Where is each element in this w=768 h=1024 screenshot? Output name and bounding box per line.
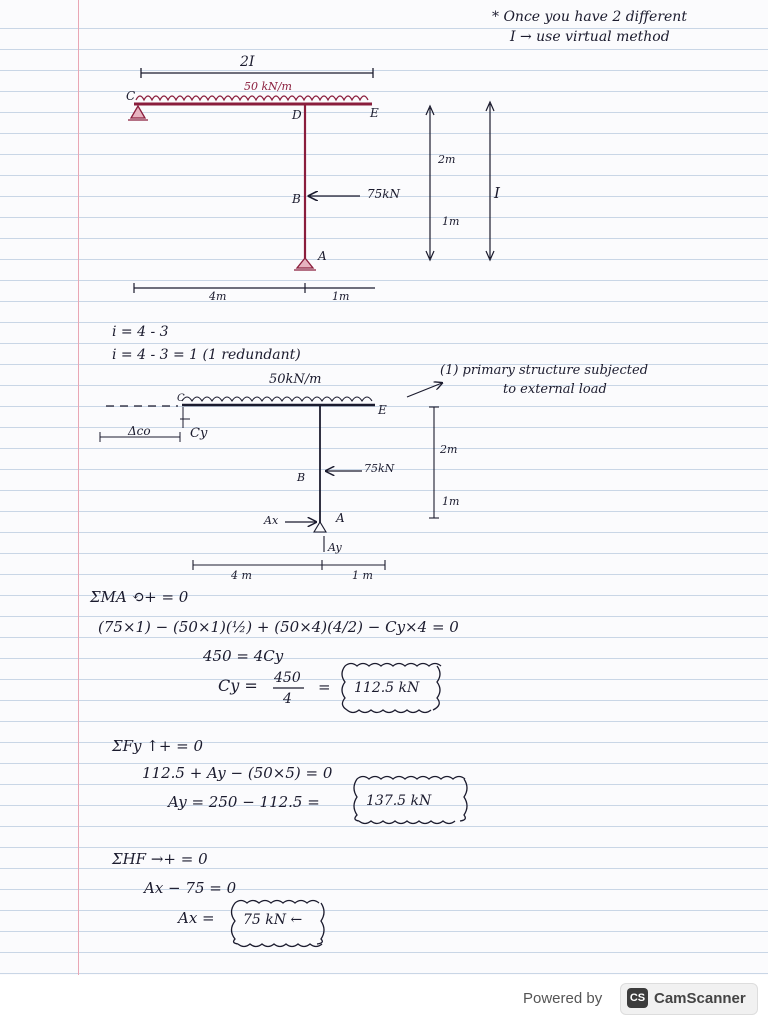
frame1-vertical-dims (426, 102, 494, 260)
note-line-1: * Once you have 2 different (492, 9, 687, 25)
frame2-force-label: 75kN (364, 462, 395, 475)
moment-equation: (75×1) − (50×1)(½) + (50×4)(4/2) − Cy×4 = 0 (98, 618, 459, 636)
vertical-equation-title: ΣFy ↑+ = 0 (112, 737, 204, 755)
frame1-node-c: C (126, 89, 136, 103)
note-line-2: I → use virtual method (510, 29, 670, 45)
ay-lhs: Ay = 250 − 112.5 = (168, 793, 320, 811)
frame2-annotation-line-1: (1) primary structure subjected (440, 363, 649, 378)
frame1-node-b: B (292, 192, 301, 206)
frame2-annotation-line-2: to external load (503, 382, 607, 397)
ay-result: 137.5 kN (366, 793, 432, 809)
vertical-equation: 112.5 + Ay − (50×5) = 0 (142, 764, 333, 782)
frame1-node-d: D (292, 108, 302, 122)
frame1-pin-support-a (294, 258, 316, 270)
frame2-pin-support-a (314, 522, 326, 552)
cy-fraction-numerator: 450 (274, 670, 301, 686)
frame1-dim-4m: 4m (209, 290, 227, 303)
indeterminacy-line-2: i = 4 - 3 = 1 (1 redundant) (112, 347, 301, 363)
frame2-distributed-load-coils (182, 397, 372, 401)
moment-equation-simplified: 450 = 4Cy (203, 647, 284, 665)
frame1-dim-1m-horizontal: 1m (332, 290, 350, 303)
cy-lhs: Cy = (218, 676, 258, 695)
frame2-dim-1m: 1m (442, 495, 460, 508)
frame1-dim-1m: 1m (442, 215, 460, 228)
frame2-vertical-dims (429, 407, 439, 518)
frame1-distributed-load-coils (136, 96, 368, 100)
frame1-dim-2m: 2m (438, 153, 456, 166)
frame1-pin-support-c (128, 106, 148, 120)
frame1-load-label: 50 kN/m (244, 80, 292, 93)
annotation-pointer-arrow (407, 383, 442, 397)
frame1-node-e: E (370, 106, 379, 120)
frame1-force-label: 75kN (367, 187, 401, 201)
cy-equals: = (318, 678, 331, 696)
frame2-load-label: 50kN/m (269, 372, 322, 387)
frame1-inertia-right: I (494, 184, 500, 202)
frame1-top-dimension (141, 68, 373, 78)
frame2-dim-2m: 2m (440, 443, 458, 456)
frame2-ax-label: Ax (264, 514, 279, 527)
horizontal-equation-title: ΣHF →+ = 0 (112, 850, 208, 868)
frame2-dim-1m-horizontal: 1 m (352, 569, 373, 582)
camscanner-brand: CamScanner (654, 990, 746, 1007)
ax-lhs: Ax = (178, 909, 215, 927)
horizontal-equation: Ax − 75 = 0 (144, 879, 237, 897)
cy-result: 112.5 kN (354, 680, 420, 696)
frame2-delta-label: Δco (128, 424, 151, 438)
frame2-node-b: B (297, 471, 306, 484)
powered-by-text: Powered by (523, 990, 603, 1007)
frame2-node-e: E (378, 403, 387, 417)
frame1-inertia-top: 2I (240, 54, 255, 70)
frame2-node-a: A (336, 511, 345, 525)
frame2-dim-4m: 4 m (231, 569, 252, 582)
frame2-ay-label: Ay (328, 541, 342, 554)
cy-fraction-denominator: 4 (283, 691, 292, 707)
indeterminacy-line-1: i = 4 - 3 (112, 324, 169, 340)
frame1-node-a: A (318, 249, 327, 263)
camscanner-logo-icon: CS (627, 988, 648, 1008)
ax-result: 75 kN ← (243, 912, 303, 928)
frame2-cy-label: Cy (190, 426, 208, 441)
frame2-node-c: C (177, 393, 185, 404)
frame2-support-c (180, 407, 190, 428)
moment-equation-title: ΣMA ⟲+ = 0 (90, 588, 189, 606)
